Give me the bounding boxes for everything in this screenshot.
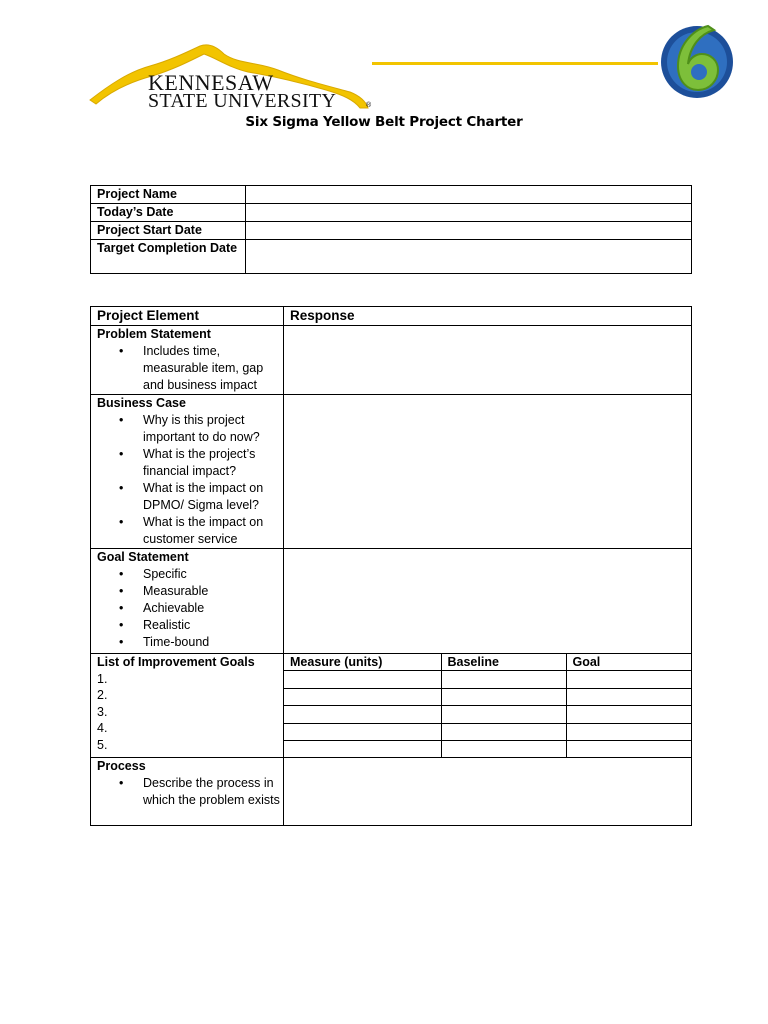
column-header-response: Response (284, 307, 692, 326)
problem-statement-cell (91, 326, 284, 395)
measure-field[interactable] (284, 671, 441, 688)
info-row-target-completion-date (91, 240, 692, 274)
baseline-field[interactable] (441, 740, 566, 757)
goals-grid-row (284, 740, 692, 757)
process-response[interactable] (284, 758, 692, 826)
project-info-table (90, 185, 692, 274)
list-item: 5. (97, 737, 108, 752)
baseline-field[interactable] (441, 723, 566, 740)
row-business-case (91, 395, 692, 549)
list-item: • Specific (143, 566, 283, 583)
baseline-field[interactable] (441, 706, 566, 723)
list-item: 1. (97, 672, 108, 686)
todays-date-field[interactable] (246, 204, 692, 222)
bullet-list (97, 566, 283, 651)
goals-grid-row (284, 671, 692, 688)
six-sigma-emblem-icon (656, 18, 738, 102)
section-title: Problem Statement (97, 327, 211, 341)
ksu-logo (88, 42, 388, 114)
list-item: • What is the impact on DPMO/ Sigma level? (143, 480, 283, 514)
measure-field[interactable] (284, 740, 441, 757)
column-header-baseline: Baseline (441, 654, 566, 671)
baseline-field[interactable] (441, 688, 566, 705)
measure-field[interactable] (284, 706, 441, 723)
goal-field[interactable] (566, 740, 692, 757)
problem-statement-response[interactable] (284, 326, 692, 395)
info-label: Today’s Date (91, 204, 246, 222)
section-title: Goal Statement (97, 550, 189, 564)
list-item: • What is the impact on customer service (143, 514, 283, 548)
project-element-table (90, 306, 692, 826)
measure-field[interactable] (284, 688, 441, 705)
list-item: • Measurable (143, 583, 283, 600)
business-case-cell (91, 395, 284, 549)
list-item: 4. (97, 721, 108, 736)
info-row-project-start-date (91, 222, 692, 240)
list-item: • Why is this project important to do now? (143, 412, 283, 446)
improvement-goals-grid (284, 654, 692, 757)
numbered-list (97, 671, 283, 753)
list-item: • Realistic (143, 617, 283, 634)
goal-field[interactable] (566, 723, 692, 740)
info-label: Target Completion Date (91, 240, 246, 274)
goals-grid-row (284, 723, 692, 740)
column-header-element: Project Element (91, 307, 284, 326)
goal-field[interactable] (566, 706, 692, 723)
info-label: Project Name (91, 186, 246, 204)
bullet-list (97, 343, 283, 394)
section-title: Business Case (97, 396, 186, 410)
list-item: • Includes time, measurable item, gap and business impact (143, 343, 283, 394)
row-goal-statement (91, 549, 692, 654)
info-label: Project Start Date (91, 222, 246, 240)
process-cell (91, 758, 284, 826)
goals-grid-row (284, 706, 692, 723)
goals-grid-row (284, 688, 692, 705)
row-problem-statement (91, 326, 692, 395)
project-start-date-field[interactable] (246, 222, 692, 240)
column-header-measure: Measure (units) (284, 654, 441, 671)
business-case-response[interactable] (284, 395, 692, 549)
row-improvement-goals (91, 654, 692, 758)
goal-statement-response[interactable] (284, 549, 692, 654)
goal-field[interactable] (566, 688, 692, 705)
header-gold-rule (372, 62, 658, 65)
improvement-goals-cell (91, 654, 284, 758)
trademark-mark: ® (366, 102, 372, 109)
project-name-field[interactable] (246, 186, 692, 204)
section-title: List of Improvement Goals (97, 655, 255, 669)
list-item: • What is the project’s financial impact? (143, 446, 283, 480)
list-item: • Achievable (143, 600, 283, 617)
document-title: Six Sigma Yellow Belt Project Charter (245, 114, 523, 130)
bullet-list (97, 412, 283, 548)
target-completion-date-field[interactable] (246, 240, 692, 274)
baseline-field[interactable] (441, 671, 566, 688)
bullet-list (97, 775, 283, 809)
goal-statement-cell (91, 549, 284, 654)
goal-field[interactable] (566, 671, 692, 688)
improvement-goals-grid-cell (284, 654, 692, 758)
section-title: Process (97, 759, 146, 774)
row-process (91, 758, 692, 826)
measure-field[interactable] (284, 723, 441, 740)
info-row-todays-date (91, 204, 692, 222)
column-header-goal: Goal (566, 654, 692, 671)
logo-text-kennesaw: KENNESAW (148, 70, 274, 95)
list-item: • Time-bound (143, 634, 283, 651)
info-row-project-name (91, 186, 692, 204)
list-item: 3. (97, 704, 108, 719)
list-item: • Describe the process in which the problem exists (143, 775, 283, 809)
goals-grid-header (284, 654, 692, 671)
element-table-header (91, 307, 692, 326)
list-item: 2. (97, 688, 108, 703)
logo-text-state-university: STATE UNIVERSITY (148, 90, 337, 112)
